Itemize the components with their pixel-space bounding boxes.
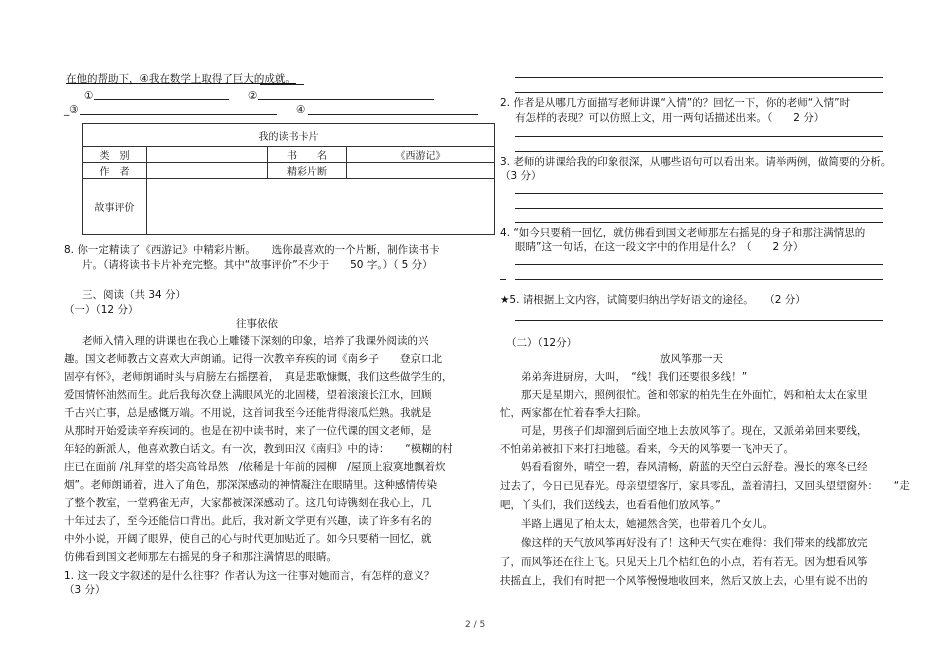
passage-1-title: 往事依依: [236, 318, 278, 330]
passage-2-line: 过去了，今日已见春光。母亲望望客厅，家具零乱，盖着清扫，又回头望望窗外： “走: [500, 480, 910, 492]
section-3-heading: 三、阅读（共 34 分）: [82, 289, 187, 301]
answer-line: [500, 279, 506, 280]
question-4-line-2: 眼睛”这一句话，在这一段文字中的作用是什么？（ 2 分）: [515, 241, 804, 253]
passage-2-line: 弟弟奔进厨房，大叫， “线！我们还要很多线！”: [521, 371, 748, 383]
comment-label: 故事评价: [83, 179, 147, 235]
question-3-line-1: 3. 老师的讲课给我的印象很深，从哪些语句可以看出来。请举两例，做简要的分析。: [500, 156, 892, 168]
answer-line: [260, 84, 304, 85]
passage-1-line: 千古兴亡事，总是感慨万端。不用说，这首词我至今还能背得滚瓜烂熟。我就是: [64, 407, 432, 419]
answer-line: [515, 279, 883, 280]
passage-1-line: 中外小说，开阔了眼界，使自己的心与时代更加贴近了。如今只要稍一回忆，就: [64, 533, 432, 545]
answer-line: [515, 136, 883, 137]
passage-1-line: 老师入情入理的讲课也在我心上雕镂下深刻的印象，培养了我课外阅读的兴: [82, 335, 429, 347]
passage-1-line: 十年过去了，至今还能信口背出。此后，我对新文学更有兴趣，读了许多有名的: [64, 515, 432, 527]
excerpt-label: 精彩片断: [268, 163, 347, 179]
passage-1-line: 庄已在面前 /礼拜堂的塔尖高耸昂然 /依稀是十年前的园柳 /屋顶上寂寞地飘着炊: [64, 461, 446, 473]
passage-2-line: 可是，男孩子们却溜到后面空地上去放风筝了。现在，又派弟弟回来要线，: [521, 425, 868, 437]
question-5: ★5. 请根据上文内容，试简要归纳出学好语文的途径。 （2 分）: [500, 294, 806, 306]
book-label: 书 名: [268, 147, 347, 163]
question-3-line-2: （3 分）: [500, 170, 542, 182]
passage-2-line: 不怕弟弟被扣下来打扫地毯。看来，今天的风筝要一飞冲天了。: [500, 443, 794, 455]
passage-1-line: 年轻的新派人，他喜欢教白话文。有一次，教到田汉《南归》中的诗： “模糊的村: [64, 443, 453, 455]
passage-2-title: 放风筝那一天: [660, 353, 723, 365]
answer-line: [515, 92, 883, 93]
blank-label-2: ②: [248, 90, 258, 102]
question-8-line-1: 8. 你一定精读了《西游记》中精彩片断。 选你最喜欢的一个片断，制作读书卡: [64, 244, 440, 256]
answer-line: [515, 264, 883, 265]
passage-1-line: 从那时开始爱读辛弃疾词的。也是在初中读书时，来了一位代课的国文老师，是: [64, 425, 432, 437]
passage-2-line: 了，而风筝还在往上飞。只见天上几个桔红色的小点，若有若无。因为想看风筝: [500, 556, 868, 568]
blank-label-1: ①: [84, 90, 94, 102]
passage-2-line: 像这样的天气放风筝再好没有了！这种天气实在难得：我们带来的线都放完: [521, 537, 868, 549]
blank-label-3: _③: [64, 104, 79, 116]
page-number: 2 / 5: [465, 620, 486, 630]
question-1-line-2: （3 分）: [64, 584, 106, 596]
passage-1-line: 了整个教室，一堂鸦雀无声，大家都被深深感动了。这几句诗镌刻在我心上，几: [64, 497, 432, 509]
question-2-line-1: 2. 作者是从哪几方面描写老师讲课“入情”的？回忆一下，你的老师“入情”时: [500, 97, 851, 109]
intro-line: 在他的帮助下，④我在数学上取得了巨大的成就。: [66, 73, 296, 85]
answer-line: [515, 151, 883, 152]
answer-line: [94, 99, 229, 100]
category-field[interactable]: [147, 147, 268, 163]
passage-2-line: 妈看看窗外，晴空一碧，春风清畅，蔚蓝的天空白云舒卷。漫长的寒冬已经: [521, 461, 868, 473]
passage-1-line: 爱国情怀油然而生。此后我每次登上满眼风光的北固楼，望着滚滚长江水，回顾: [64, 389, 432, 401]
question-2-line-2: 有怎样的表现？可以仿照上文，用一两句话描述出来。（ 2 分）: [515, 112, 825, 124]
question-1-line-1: 1. 这一段文字叙述的是什么往事？作者认为这一往事对她而言，有怎样的意义？: [64, 570, 435, 582]
passage-2-line: 半路上遇见了柏太太，她褪然含笑，也带着几个女儿。: [521, 518, 773, 530]
blank-label-4: ④: [296, 104, 306, 116]
answer-line: [515, 320, 883, 321]
answer-line: [515, 193, 883, 194]
author-label: 作 者: [83, 163, 147, 179]
reading-card-table: [82, 123, 495, 235]
part-1-heading: （一）（12 分）: [64, 304, 139, 316]
answer-line: [515, 77, 883, 78]
passage-2-line: 吧，丫头们，我们送线去，也看看他们放风筝。”: [500, 499, 721, 511]
passage-2-line: 忙，两家都在忙着春季大扫除。: [500, 407, 647, 419]
passage-2-line: 扶摇直上，我们有时把一个风筝慢慢地收回来，然后又放上去，心里有说不出的: [500, 575, 868, 587]
excerpt-field[interactable]: [347, 163, 495, 179]
answer-line: [515, 208, 883, 209]
part-2-heading: （二）（12分）: [506, 337, 578, 349]
answer-line: [515, 222, 883, 223]
passage-1-line: 固亭有怀》，老师朗诵时头与肩膀左右摇摆着， 真是悲歌慷慨，我们这些做学生的，: [64, 371, 453, 383]
passage-2-line: 那天是星期六，照例很忙。爸和邻家的柏先生在外面忙，妈和柏太太在家里: [521, 389, 868, 401]
question-8-line-2: 片。（请将读书卡片补充完整。其中“故事评价”不少于 50 字。）（ 5 分）: [82, 259, 433, 271]
book-value: 《西游记》: [347, 147, 495, 163]
author-field[interactable]: [147, 163, 268, 179]
passage-1-line: 烟”。老师朗诵着，进入了角色，那深深感动的神情凝注在眼睛里。这种感情传染: [64, 479, 437, 491]
passage-1-line: 趣。国文老师教古文喜欢大声朗诵。记得一次教辛弃疾的词《南乡子 登京口北: [64, 353, 442, 365]
card-title: 我的读书卡片: [83, 124, 495, 147]
passage-1-line: 仿佛看到国文老师那左右摇晃的身子和那注满情思的眼睛。: [64, 551, 337, 563]
category-label: 类 别: [83, 147, 147, 163]
answer-line: [258, 99, 434, 100]
comment-field[interactable]: [147, 179, 495, 235]
question-4-line-1: 4. “如今只要稍一回忆，就仿佛看到国文老师那左右摇晃的身子和那注满情思的: [500, 227, 866, 239]
answer-line: [308, 114, 478, 115]
answer-line: [80, 114, 277, 115]
